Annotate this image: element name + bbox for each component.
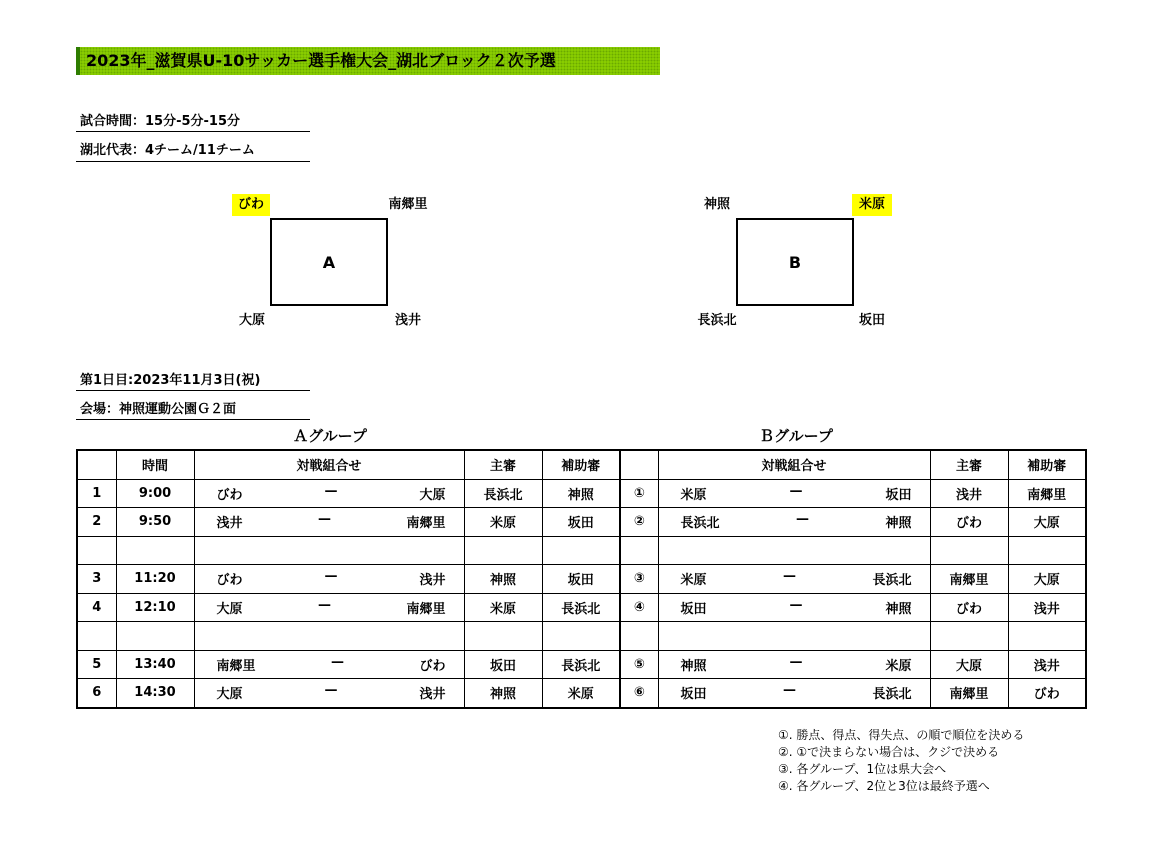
versus-dash: — [324,569,338,585]
assistant-referee: 神照 [542,479,620,508]
divider [76,390,310,391]
home-team: 浅井 [216,516,243,532]
empty-cell [77,622,116,651]
note-item: ④. 各グループ、2位と3位は最終予選へ [778,779,990,793]
assistant-referee-b: びわ [1008,679,1086,708]
match-number-b: ⑥ [620,679,658,708]
empty-cell [464,536,542,565]
match-number: 1 [77,479,116,508]
match-time-text: 試合時間：15分-5分-15分 [80,114,241,129]
note-item: ③. 各グループ、1位は県大会へ [778,762,947,776]
referee: 長浜北 [464,479,542,508]
empty-cell [620,622,658,651]
referee: 米原 [464,593,542,622]
assistant-referee: 長浜北 [542,650,620,679]
match-number: 5 [77,650,116,679]
match-number: 2 [77,508,116,537]
empty-cell [1008,536,1086,565]
notes [778,727,1024,795]
home-team: びわ [216,573,243,589]
away-team: 神照 [885,601,912,617]
match-cell [194,593,464,622]
group-b-label: B [788,252,802,272]
assistant-referee-b: 浅井 [1008,650,1086,679]
match-number-b: ② [620,508,658,537]
group-a-heading: Ａグループ [293,427,367,445]
match-time: 9:00 [116,479,194,508]
divider [76,161,310,162]
assistant-referee-b: 浅井 [1008,593,1086,622]
day-text: 第1日目:2023年11月3日(祝) [80,373,261,388]
spacer-row [77,622,1086,651]
versus-dash: — [783,683,796,699]
referee-b: 南郷里 [930,565,1008,594]
away-team: 浅井 [419,687,446,703]
match-cell [194,565,464,594]
empty-cell [194,622,464,651]
home-team: 大原 [216,687,243,703]
versus-dash: — [789,483,803,499]
empty-cell [542,536,620,565]
group-a-box [270,218,388,306]
page-title: 2023年_滋賀県U-10サッカー選手権大会_湖北ブロック２次予選 [76,47,660,75]
away-team: 神照 [885,516,912,532]
referee: 米原 [464,508,542,537]
empty-cell [194,536,464,565]
representatives-text: 湖北代表：4チーム/11チーム [80,143,255,158]
header-cell [620,450,658,479]
versus-dash: — [324,683,338,699]
versus-dash: — [324,483,338,499]
match-number: 6 [77,679,116,708]
home-team: 神照 [680,658,707,674]
empty-cell [77,536,116,565]
empty-cell [658,536,930,565]
venue-text: 会場：神照運動公園Ｇ２面 [80,402,237,417]
header-referee-b: 主審 [930,450,1008,479]
table-row [77,593,1086,622]
referee-b: 大原 [930,650,1008,679]
versus-dash: — [789,654,803,670]
empty-cell [930,536,1008,565]
assistant-referee-b: 大原 [1008,508,1086,537]
header-assistant: 補助審 [542,450,620,479]
group-b-team-bottom-right: 坂田 [858,313,885,328]
empty-cell [620,536,658,565]
home-team: 坂田 [680,601,707,617]
group-b-box [736,218,854,306]
group-a-team-bottom-right: 浅井 [394,313,421,328]
away-team: 米原 [885,658,912,674]
group-a-team-top-right: 南郷里 [388,197,428,212]
referee: 坂田 [464,650,542,679]
versus-dash: — [331,654,344,670]
away-team: 坂田 [885,487,912,503]
versus-dash: — [796,512,809,528]
match-cell [194,650,464,679]
divider [76,131,310,132]
assistant-referee: 坂田 [542,565,620,594]
assistant-referee-b: 大原 [1008,565,1086,594]
home-team: 米原 [680,573,707,589]
match-number-b: ⑤ [620,650,658,679]
home-team: 米原 [680,487,707,503]
referee-b: びわ [930,593,1008,622]
table-row [77,565,1086,594]
match-number-b: ① [620,479,658,508]
home-team: びわ [216,487,243,503]
note-item: ①. 勝点、得点、得失点、の順で順位を決める [778,728,1025,742]
home-team: 長浜北 [680,516,720,532]
table-row [77,679,1086,708]
header-time: 時間 [116,450,194,479]
home-team: 坂田 [680,687,707,703]
referee-b: 浅井 [930,479,1008,508]
match-cell [658,565,930,594]
group-a-team-top-left: びわ [232,194,270,216]
match-number-b: ③ [620,565,658,594]
table-row [77,650,1086,679]
empty-cell [116,622,194,651]
header-referee: 主審 [464,450,542,479]
referee-b: 南郷里 [930,679,1008,708]
empty-cell [542,622,620,651]
versus-dash: — [789,597,803,613]
header-match-b: 対戦組合せ [658,450,930,479]
away-team: 長浜北 [872,687,912,703]
assistant-referee-b: 南郷里 [1008,479,1086,508]
away-team: 南郷里 [406,516,446,532]
group-b-team-top-right: 米原 [852,194,892,216]
schedule-table [76,449,1087,709]
table-row [77,479,1086,508]
empty-cell [1008,622,1086,651]
spacer-row [77,536,1086,565]
match-number-b: ④ [620,593,658,622]
match-cell [658,593,930,622]
away-team: 浅井 [419,573,446,589]
away-team: びわ [419,658,446,674]
assistant-referee: 長浜北 [542,593,620,622]
group-b-heading: Ｂグループ [759,427,833,445]
header-cell [77,450,116,479]
table-header-row [77,450,1086,479]
match-cell [194,479,464,508]
away-team: 南郷里 [406,601,446,617]
group-a-label: A [322,252,336,272]
match-cell [658,508,930,537]
group-b-team-bottom-left: 長浜北 [697,313,737,328]
match-time: 13:40 [116,650,194,679]
header-match: 対戦組合せ [194,450,464,479]
match-time: 11:20 [116,565,194,594]
empty-cell [930,622,1008,651]
match-cell [194,679,464,708]
group-a-team-bottom-left: 大原 [238,313,265,328]
divider [76,419,310,420]
away-team: 大原 [419,487,446,503]
match-cell [194,508,464,537]
versus-dash: — [318,597,331,613]
table-row [77,508,1086,537]
header-assistant-b: 補助審 [1008,450,1086,479]
referee-b: びわ [930,508,1008,537]
match-number: 3 [77,565,116,594]
assistant-referee: 米原 [542,679,620,708]
match-cell [658,650,930,679]
match-time: 14:30 [116,679,194,708]
home-team: 南郷里 [216,658,256,674]
empty-cell [464,622,542,651]
versus-dash: — [318,512,331,528]
versus-dash: — [783,569,796,585]
match-number: 4 [77,593,116,622]
empty-cell [658,622,930,651]
match-time: 9:50 [116,508,194,537]
assistant-referee: 坂田 [542,508,620,537]
referee: 神照 [464,565,542,594]
away-team: 長浜北 [872,573,912,589]
match-cell [658,479,930,508]
referee: 神照 [464,679,542,708]
match-cell [658,679,930,708]
note-item: ②. ①で決まらない場合は、クジで決める [778,745,1000,759]
group-b-team-top-left: 神照 [703,197,730,212]
empty-cell [116,536,194,565]
match-time: 12:10 [116,593,194,622]
home-team: 大原 [216,601,243,617]
